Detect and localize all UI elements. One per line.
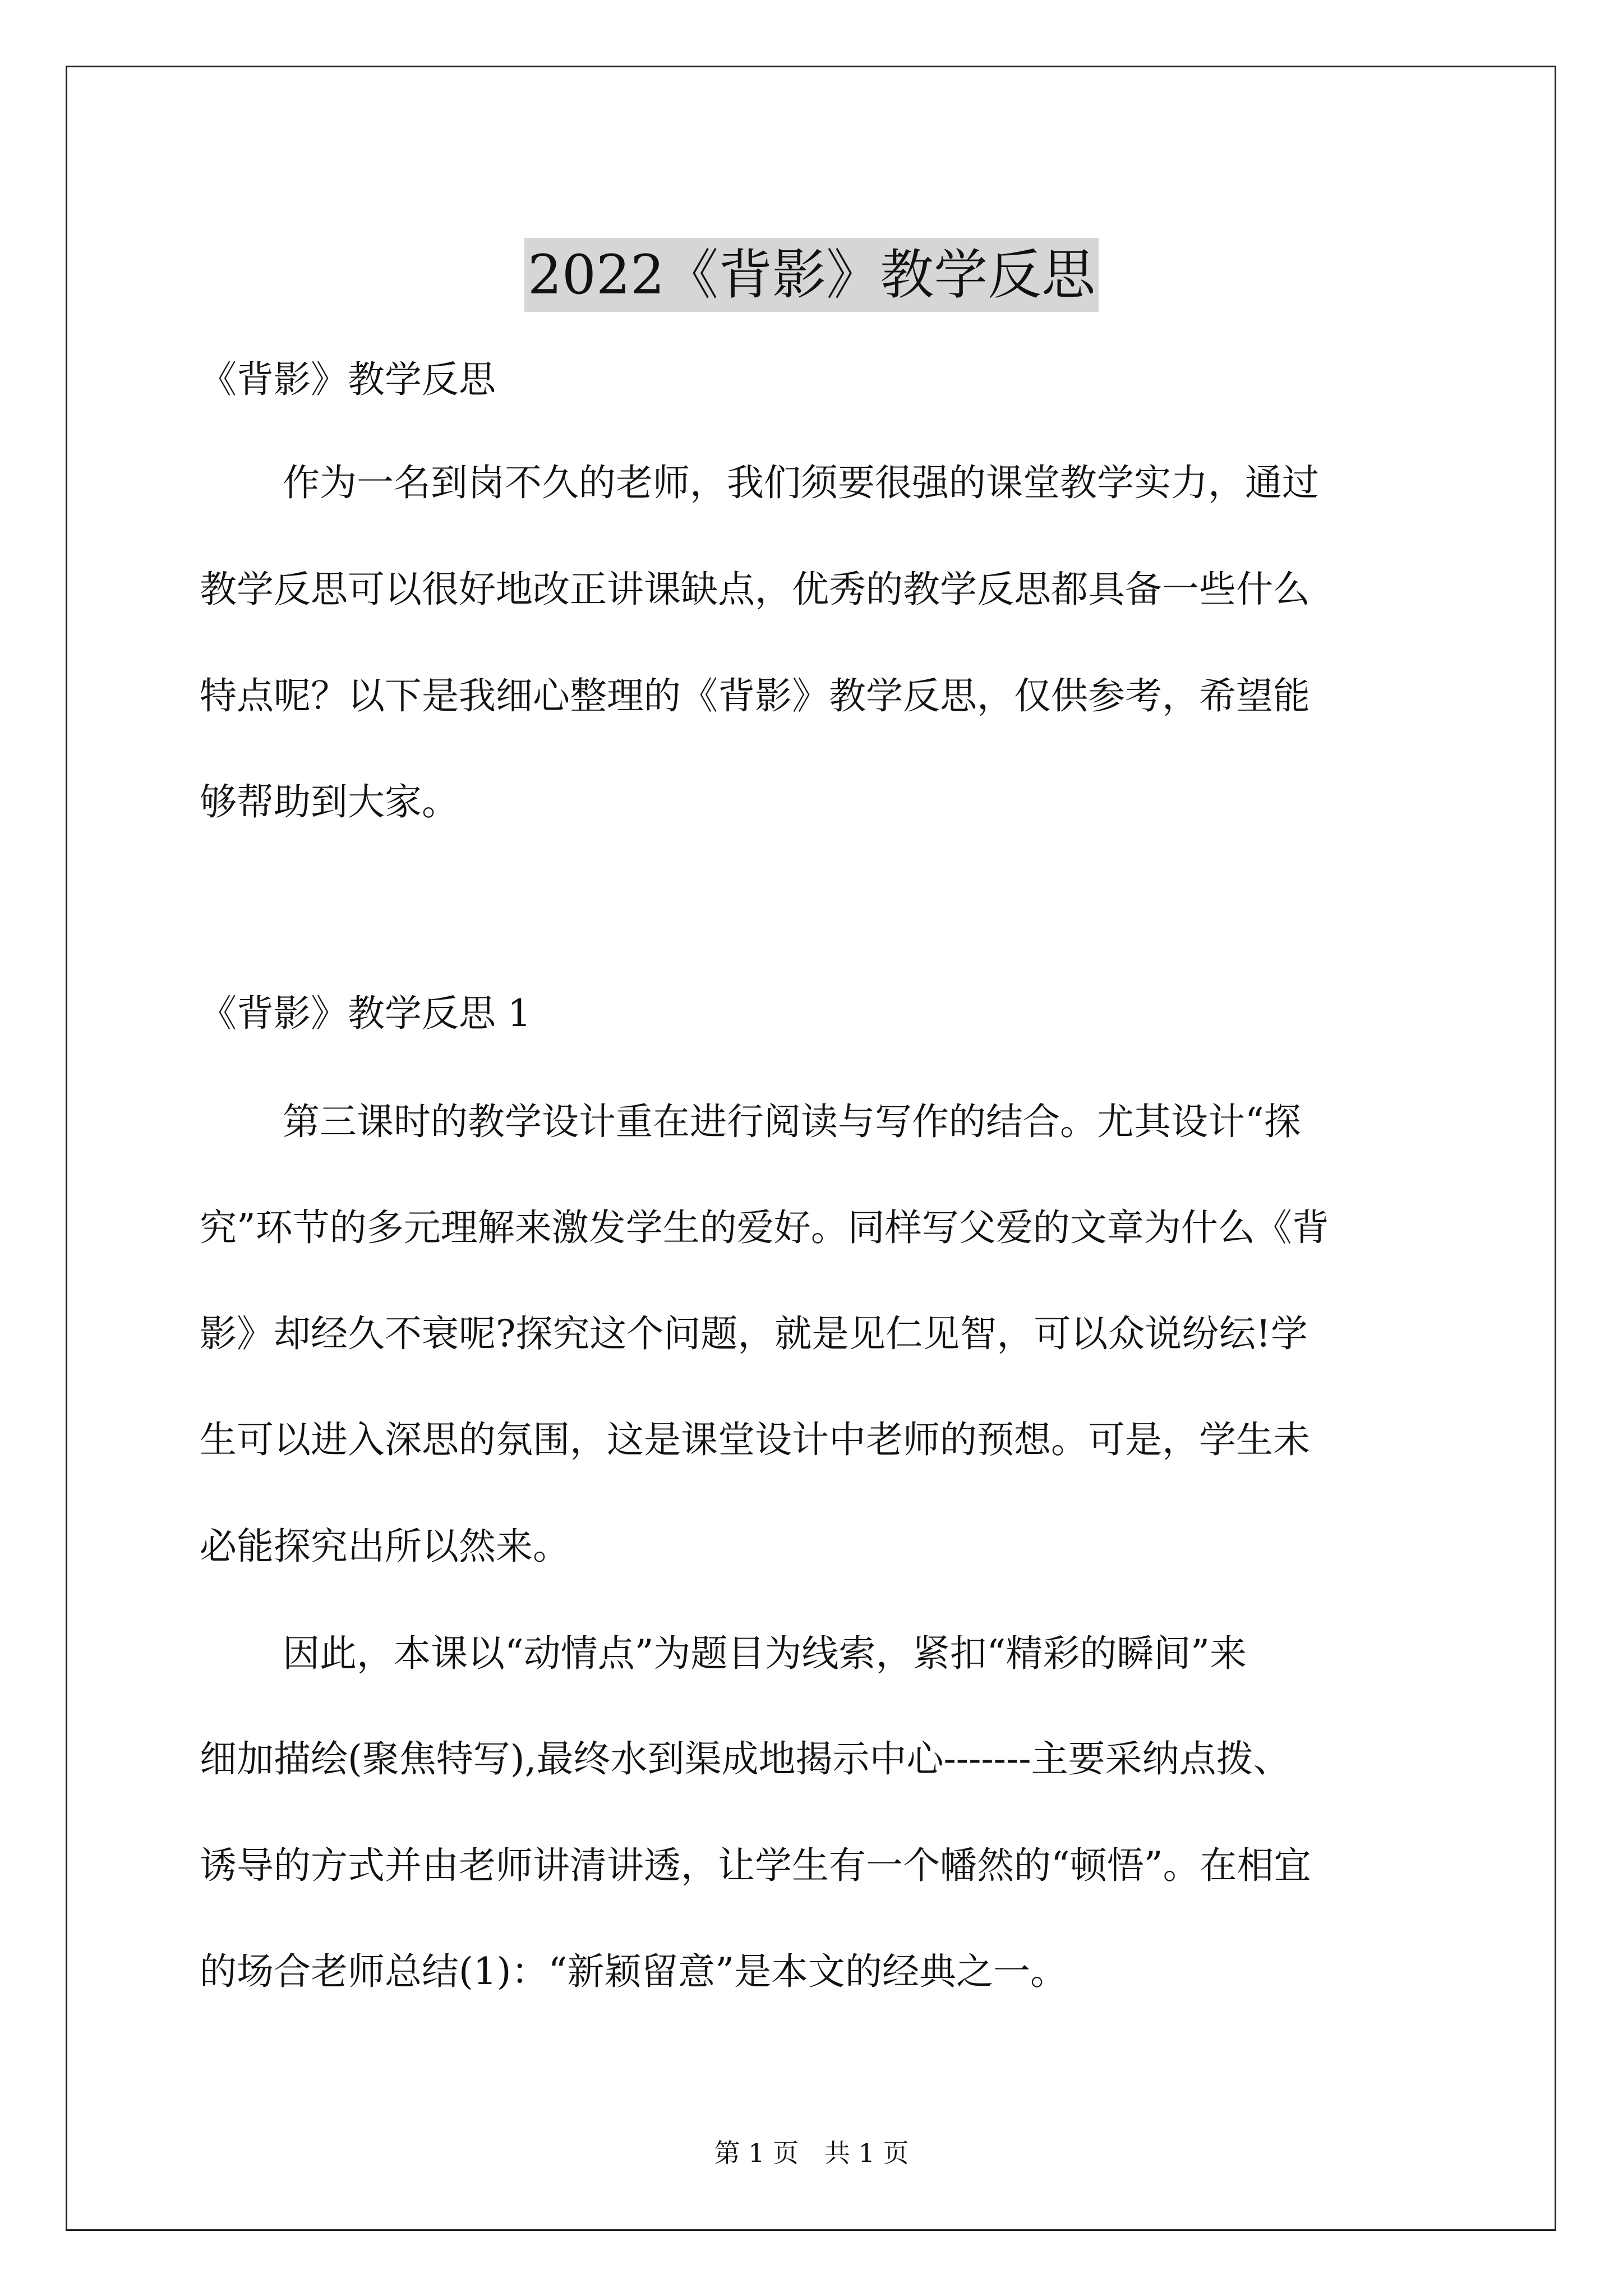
paragraph2-line-2: 细加描绘(聚焦特写),最终水到渠成地揭示中心-------主要采纳点拨、: [200, 1737, 1290, 1780]
paragraph2-line-4: 的场合老师总结(1)：“新颖留意”是本文的经典之一。: [200, 1950, 1067, 1993]
intro-line-2: 教学反思可以很好地改正讲课缺点，优秀的教学反思都具备一些什么: [200, 568, 1310, 611]
paragraph1-line-1: 第三课时的教学设计重在进行阅读与写作的结合。尤其设计“探: [283, 1100, 1301, 1143]
document-title: 2022《背影》教学反思: [524, 238, 1099, 312]
title-container: [0, 202, 1623, 348]
intro-line-4: 够帮助到大家。: [200, 780, 459, 823]
paragraph1-line-4: 生可以进入深思的氛围，这是课堂设计中老师的预想。可是，学生未: [200, 1418, 1310, 1461]
paragraph1-line-2: 究”环节的多元理解来激发学生的爱好。同样写父爱的文章为什么《背: [200, 1206, 1329, 1249]
paragraph2-line-3: 诱导的方式并由老师讲清讲透，让学生有一个幡然的“顿悟”。在相宜: [200, 1844, 1311, 1887]
paragraph1-line-3: 影》却经久不衰呢?探究这个问题，就是见仁见智，可以众说纷纭!学: [200, 1312, 1308, 1355]
page-footer: 第 1 页 共 1 页: [714, 2138, 909, 2168]
intro-line-1: 作为一名到岗不久的老师，我们须要很强的课堂教学实力，通过: [283, 461, 1319, 504]
section-heading: 《背影》教学反思 1: [200, 992, 531, 1035]
paragraph2-line-1: 因此，本课以“动情点”为题目为线索，紧扣“精彩的瞬间”来: [283, 1632, 1247, 1675]
paragraph1-line-5: 必能探究出所以然来。: [200, 1525, 570, 1568]
subtitle: 《背影》教学反思: [200, 358, 496, 401]
intro-line-3: 特点呢？以下是我细心整理的《背影》教学反思，仅供参考，希望能: [200, 674, 1310, 717]
